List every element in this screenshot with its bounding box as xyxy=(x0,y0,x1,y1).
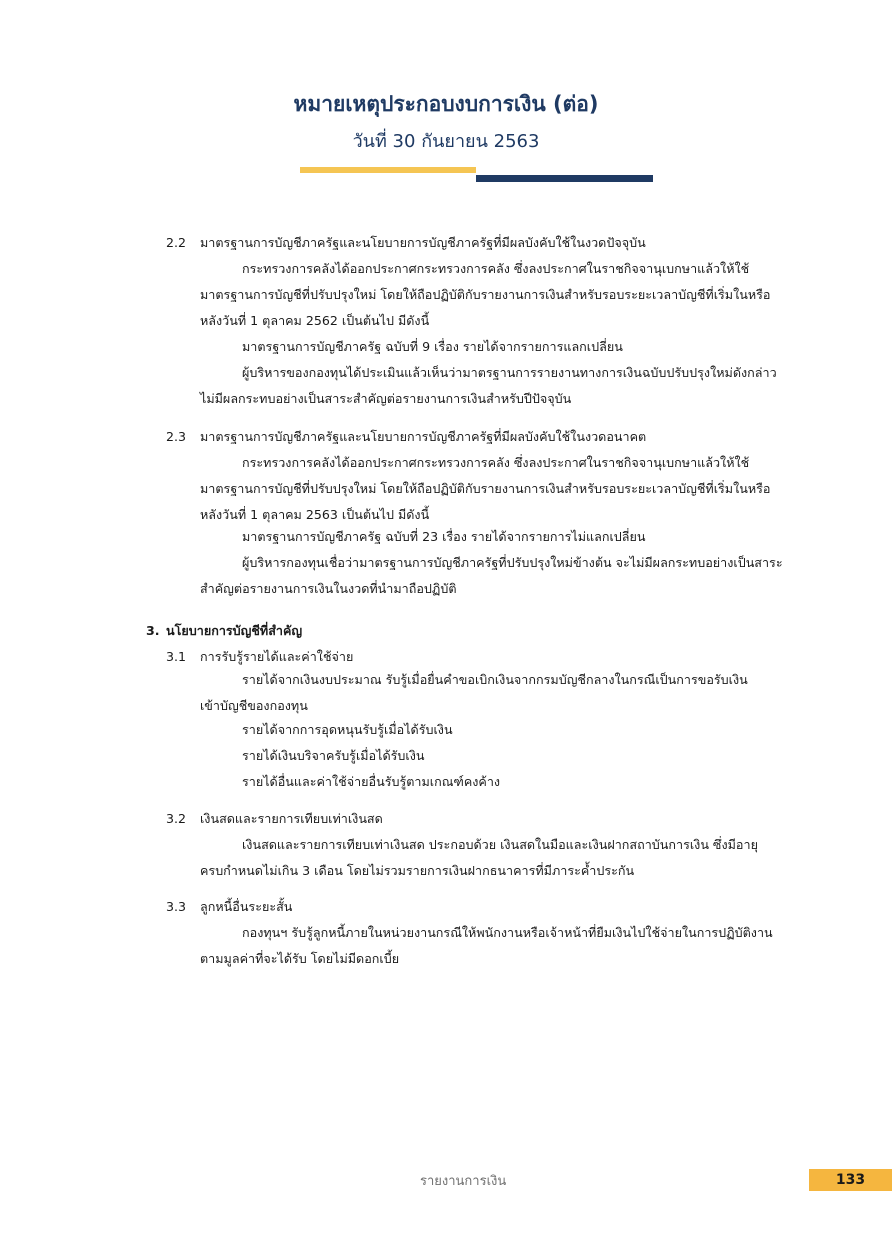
paragraph-line: กองทุนฯ รับรู้ลูกหนี้ภายในหน่วยงานกรณีให้พนักงานหรือเจ้าหน้าที่ยืมเงินไปใช้จ่ายในการปฏิบัติงาน xyxy=(242,925,773,940)
section-number: 3. xyxy=(146,623,160,638)
section-number: 3.1 xyxy=(166,649,187,664)
paragraph-line: รายได้อื่นและค่าใช้จ่ายอื่นรับรู้ตามเกณฑ์คงค้าง xyxy=(242,774,501,789)
page-title: หมายเหตุประกอบงบการเงิน (ต่อ) xyxy=(293,92,599,116)
paragraph-line: ไม่มีผลกระทบอย่างเป็นสาระสำคัญต่อรายงานการเงินสำหรับปีปัจจุบัน xyxy=(200,391,572,406)
paragraph-line: ตามมูลค่าที่จะได้รับ โดยไม่มีดอกเบี้ย xyxy=(200,951,400,966)
paragraph-line: รายได้เงินบริจาครับรู้เมื่อได้รับเงิน xyxy=(242,748,425,763)
section-number: 2.2 xyxy=(166,235,187,250)
section-heading: มาตรฐานการบัญชีภาครัฐและนโยบายการบัญชีภาครัฐที่มีผลบังคับใช้ในงวดอนาคต xyxy=(200,429,647,444)
paragraph-line: ครบกำหนดไม่เกิน 3 เดือน โดยไม่รวมรายการเงินฝากธนาคารที่มีภาระค้ำประกัน xyxy=(200,863,635,878)
section-number: 3.3 xyxy=(166,899,187,914)
decorative-bar-yellow xyxy=(300,167,476,173)
paragraph-line: มาตรฐานการบัญชีที่ปรับปรุงใหม่ โดยให้ถือปฏิบัติกับรายงานการเงินสำหรับรอบระยะเวลาบัญชีที่เริ่มในหรือ xyxy=(200,287,771,302)
section-number: 2.3 xyxy=(166,429,187,444)
section-heading: นโยบายการบัญชีที่สำคัญ xyxy=(166,623,303,638)
paragraph-line: หลังวันที่ 1 ตุลาคม 2563 เป็นต้นไป มีดังนี้ xyxy=(200,507,430,522)
paragraph-line: ผู้บริหารกองทุนเชื่อว่ามาตรฐานการบัญชีภาครัฐที่ปรับปรุงใหม่ข้างต้น จะไม่มีผลกระทบอย่างเป็นสาระ xyxy=(242,555,783,570)
paragraph-line: รายได้จากเงินงบประมาณ รับรู้เมื่อยื่นคำขอเบิกเงินจากกรมบัญชีกลางในกรณีเป็นการขอรับเงิน xyxy=(242,672,748,687)
paragraph-line: ผู้บริหารของกองทุนได้ประเมินแล้วเห็นว่ามาตรฐานการรายงานทางการเงินฉบับปรับปรุงใหม่ดังกล่าว xyxy=(242,365,777,380)
decorative-bar-navy xyxy=(476,175,653,182)
section-heading: การรับรู้รายได้และค่าใช้จ่าย xyxy=(200,649,354,664)
section-heading: มาตรฐานการบัญชีภาครัฐและนโยบายการบัญชีภาครัฐที่มีผลบังคับใช้ในงวดปัจจุบัน xyxy=(200,235,646,250)
paragraph-line: มาตรฐานการบัญชีที่ปรับปรุงใหม่ โดยให้ถือปฏิบัติกับรายงานการเงินสำหรับรอบระยะเวลาบัญชีที่เริ่มในหรือ xyxy=(200,481,771,496)
paragraph-line: เงินสดและรายการเทียบเท่าเงินสด ประกอบด้วย เงินสดในมือและเงินฝากสถาบันการเงิน ซึ่งมีอายุ xyxy=(242,837,758,852)
page-subtitle: วันที่ 30 กันยายน 2563 xyxy=(352,131,540,152)
section-heading: เงินสดและรายการเทียบเท่าเงินสด xyxy=(200,811,383,826)
paragraph-line: หลังวันที่ 1 ตุลาคม 2562 เป็นต้นไป มีดังนี้ xyxy=(200,313,430,328)
section-number: 3.2 xyxy=(166,811,187,826)
paragraph-line: กระทรวงการคลังได้ออกประกาศกระทรวงการคลัง ซึ่งลงประกาศในราชกิจจานุเบกษาแล้วให้ใช้ xyxy=(242,261,750,276)
paragraph-line: เข้าบัญชีของกองทุน xyxy=(200,698,308,713)
section-heading: ลูกหนี้อื่นระยะสั้น xyxy=(200,899,293,914)
paragraph-line: มาตรฐานการบัญชีภาครัฐ ฉบับที่ 9 เรื่อง รายได้จากรายการแลกเปลี่ยน xyxy=(242,339,623,354)
paragraph-line: รายได้จากการอุดหนุนรับรู้เมื่อได้รับเงิน xyxy=(242,722,453,737)
paragraph-line: สำคัญต่อรายงานการเงินในงวดที่นำมาถือปฏิบัติ xyxy=(200,581,457,596)
paragraph-line: มาตรฐานการบัญชีภาครัฐ ฉบับที่ 23 เรื่อง รายได้จากรายการไม่แลกเปลี่ยน xyxy=(242,529,646,544)
paragraph-line: กระทรวงการคลังได้ออกประกาศกระทรวงการคลัง ซึ่งลงประกาศในราชกิจจานุเบกษาแล้วให้ใช้ xyxy=(242,455,750,470)
page-number: 133 xyxy=(809,1169,892,1191)
footer-report-name: รายงานการเงิน xyxy=(420,1174,507,1189)
